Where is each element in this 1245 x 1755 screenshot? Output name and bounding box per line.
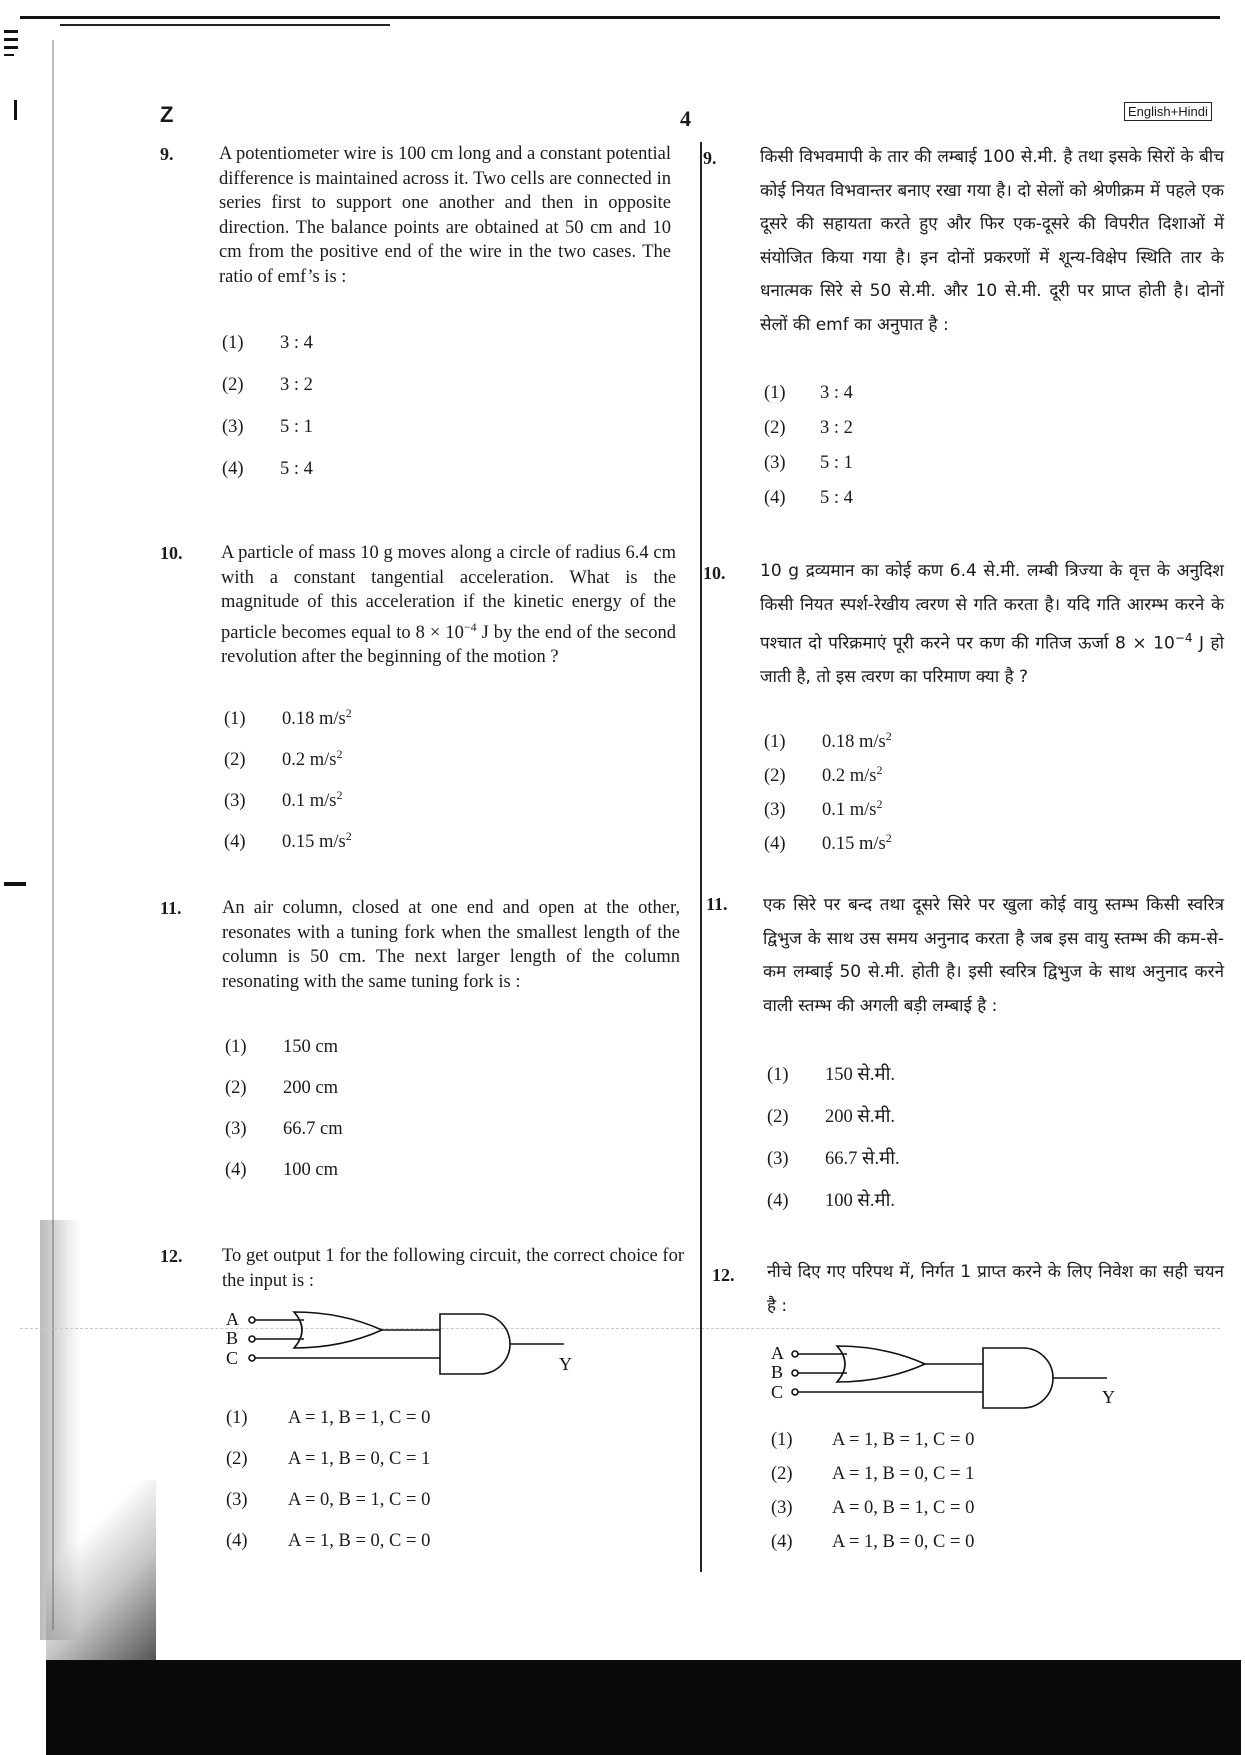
q12-option-1-en: (1) A = 1, B = 1, C = 0 bbox=[226, 1408, 431, 1428]
q12-circuit-en-label-c: C bbox=[226, 1348, 239, 1368]
q12-circuit-hi bbox=[767, 1336, 1127, 1416]
q9-option-4-hi: (4) 5 : 4 bbox=[764, 488, 853, 508]
q9-option-3-en: (3) 5 : 1 bbox=[222, 417, 313, 437]
q12-number-hi: 12. bbox=[712, 1265, 735, 1285]
q9-text-hi: किसी विभवमापी के तार की लम्बाई 100 से.मी. है तथा इसके सिरों के बीच कोई नियत विभवान्तर बनाए रखा गया है। दो सेलों को श्रेणीक्रम में पहले एक दूसरे की सहायता करते हुए और फिर एक-दूसरे की विपरीत दिशाओं में संयोजित किया गया है। इन दोनों प्रकरणों में शून्य-विक्षेप स्थिति तार के धनात्मक सिरे से 50 से.मी. और 10 से.मी. दूरी पर प्राप्त होती है। दोनों सेलों की emf का अनुपात है : bbox=[760, 147, 1224, 335]
q9-number-hi: 9. bbox=[703, 148, 717, 168]
q12-text-en: To get output 1 for the following circuit, the correct choice for the input is : bbox=[222, 1246, 684, 1291]
q9-option-3-hi: (3) 5 : 1 bbox=[764, 453, 853, 473]
q11-option-3-hi: (3) 66.7 से.मी. bbox=[767, 1149, 900, 1169]
q12-circuit-en-label-b: B bbox=[226, 1328, 239, 1348]
q10-text-en: A particle of mass 10 g moves along a circle of radius 6.4 cm with a constant tangential acceleration. What is the magnitude of this acceleration if the kinetic energy of the particle becomes equal to $8 \times 10^{-4}$ J by the end of the second revolution after the beginning of the motion ? bbox=[221, 543, 676, 668]
q10-option-3-hi: (3) 0.1 $m/s^2$ bbox=[764, 797, 883, 821]
fold-line bbox=[20, 1328, 1220, 1329]
q9-text-en: A potentiometer wire is 100 cm long and a constant potential difference is maintained across it. Two cells are connected in series first to support one another and then in opposite direction. The balance points are obtained at 50 cm and 10 cm from the positive end of the wire in the two cases. The ratio of emf’s is : bbox=[219, 144, 671, 287]
q12-option-1-hi: (1) A = 1, B = 1, C = 0 bbox=[771, 1430, 975, 1450]
scan-shadow-corner bbox=[46, 1480, 156, 1670]
q10-option-1-hi: (1) 0.18 $m/s^2$ bbox=[764, 729, 892, 753]
q11-number-en: 11. bbox=[160, 898, 182, 918]
q11-text-hi: एक सिरे पर बन्द तथा दूसरे सिरे पर खुला कोई वायु स्तम्भ किसी स्वरित्र द्विभुज के साथ उस समय अनुनाद करता है जब इस वायु स्तम्भ की कम-से-कम लम्बाई 50 से.मी. होती है। इसी स्वरित्र द्विभुज के साथ अनुनाद करने वाली स्तम्भ की अगली बड़ी लम्बाई है : bbox=[763, 895, 1224, 1016]
q10-option-2-en: (2) 0.2 $m/s^2$ bbox=[224, 747, 343, 771]
binding-marks bbox=[2, 20, 20, 120]
q11-option-4-hi: (4) 100 से.मी. bbox=[767, 1191, 895, 1211]
scan-bottom-edge bbox=[46, 1660, 1241, 1755]
q11-option-2-hi: (2) 200 से.मी. bbox=[767, 1107, 895, 1127]
q9-option-4-en: (4) 5 : 4 bbox=[222, 459, 313, 479]
column-divider bbox=[700, 142, 702, 1572]
q12-number-en: 12. bbox=[160, 1246, 183, 1266]
q10-option-3-en: (3) 0.1 $m/s^2$ bbox=[224, 788, 343, 812]
q12-option-4-en: (4) A = 1, B = 0, C = 0 bbox=[226, 1531, 431, 1551]
q9-option-1-en: (1) 3 : 4 bbox=[222, 333, 313, 353]
q12-option-2-en: (2) A = 1, B = 0, C = 1 bbox=[226, 1449, 431, 1469]
q11-option-4-en: (4) 100 cm bbox=[225, 1160, 338, 1180]
q12-circuit-hi-label-a: A bbox=[771, 1343, 784, 1363]
q11-option-1-hi: (1) 150 से.मी. bbox=[767, 1065, 895, 1085]
q10-number-en: 10. bbox=[160, 543, 183, 563]
q10-option-2-hi: (2) 0.2 $m/s^2$ bbox=[764, 763, 883, 787]
q11-option-3-en: (3) 66.7 cm bbox=[225, 1119, 343, 1139]
q12-option-4-hi: (4) A = 1, B = 0, C = 0 bbox=[771, 1532, 975, 1552]
series-code: Z bbox=[160, 102, 174, 127]
q9-option-2-hi: (2) 3 : 2 bbox=[764, 418, 853, 438]
q12-option-3-hi: (3) A = 0, B = 1, C = 0 bbox=[771, 1498, 975, 1518]
top-rule bbox=[20, 16, 1220, 19]
q10-option-4-hi: (4) 0.15 $m/s^2$ bbox=[764, 831, 892, 855]
q10-text-hi: 10 g द्रव्यमान का कोई कण 6.4 से.मी. लम्बी त्रिज्या के वृत्त के अनुदिश किसी नियत स्पर्श-रेखीय त्वरण से गति करता है। यदि गति आरम्भ करने के पश्चात दो परिक्रमाएं पूरी करने पर कण की गतिज ऊर्जा $8 \times 10^{-4}$ J हो जाती है, तो इस त्वरण का परिमाण क्या है ? bbox=[760, 561, 1224, 688]
q9-number-en: 9. bbox=[160, 144, 174, 164]
page-number: 4 bbox=[680, 106, 691, 131]
q11-text-en: An air column, closed at one end and open at the other, resonates with a tuning fork when the smallest length of the column is 50 cm. The next larger length of the column resonating with the same tuning fork is : bbox=[222, 898, 680, 992]
q10-number-hi: 10. bbox=[703, 563, 726, 583]
q12-circuit-en-label-a: A bbox=[226, 1309, 239, 1329]
language-badge: English+Hindi bbox=[1124, 102, 1212, 121]
q12-text-hi: नीचे दिए गए परिपथ में, निर्गत 1 प्राप्त करने के लिए निवेश का सही चयन है : bbox=[767, 1262, 1224, 1316]
q12-option-2-hi: (2) A = 1, B = 0, C = 1 bbox=[771, 1464, 975, 1484]
q12-circuit-en bbox=[222, 1308, 582, 1388]
q12-circuit-en-label-y: Y bbox=[559, 1354, 572, 1374]
q12-circuit-hi-label-b: B bbox=[771, 1362, 784, 1382]
q10-option-4-en: (4) 0.15 $m/s^2$ bbox=[224, 829, 352, 853]
q11-option-1-en: (1) 150 cm bbox=[225, 1037, 338, 1057]
q12-circuit-hi-label-y: Y bbox=[1102, 1387, 1115, 1407]
q10-option-1-en: (1) 0.18 $m/s^2$ bbox=[224, 706, 352, 730]
q11-option-2-en: (2) 200 cm bbox=[225, 1078, 338, 1098]
q12-circuit-hi-label-c: C bbox=[771, 1382, 784, 1402]
q11-number-hi: 11. bbox=[706, 894, 728, 914]
top-rule-secondary bbox=[60, 24, 390, 26]
q12-option-3-en: (3) A = 0, B = 1, C = 0 bbox=[226, 1490, 431, 1510]
q9-option-2-en: (2) 3 : 2 bbox=[222, 375, 313, 395]
q9-option-1-hi: (1) 3 : 4 bbox=[764, 383, 853, 403]
margin-mark bbox=[4, 882, 26, 886]
